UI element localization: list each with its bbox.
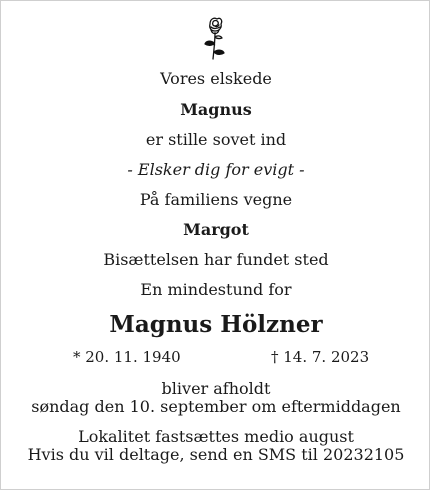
on-behalf-text: På familiens vegne: [139, 190, 293, 209]
birth-date: * 20. 11. 1940: [73, 348, 181, 366]
motto-text: - Elsker dig for evigt -: [127, 160, 305, 179]
location-text: Lokalitet fastsættes medio august: [78, 427, 354, 446]
deceased-full-name: Magnus Hölzner: [109, 311, 323, 338]
intro-text: Vores elskede: [160, 69, 272, 88]
when-text: søndag den 10. september om eftermiddagen: [31, 397, 401, 416]
rose-icon: [201, 15, 229, 61]
first-name: Magnus: [180, 100, 252, 119]
memorial-intro-text: En mindestund for: [140, 280, 292, 299]
held-text: bliver afholdt: [161, 379, 271, 398]
funeral-text: Bisættelsen har fundet sted: [103, 250, 329, 269]
rsvp-text: Hvis du vil deltage, send en SMS til 20232105: [27, 445, 405, 464]
signer-name: Margot: [183, 220, 249, 239]
passed-text: er stille sovet ind: [145, 130, 287, 149]
death-date: † 14. 7. 2023: [271, 348, 370, 366]
